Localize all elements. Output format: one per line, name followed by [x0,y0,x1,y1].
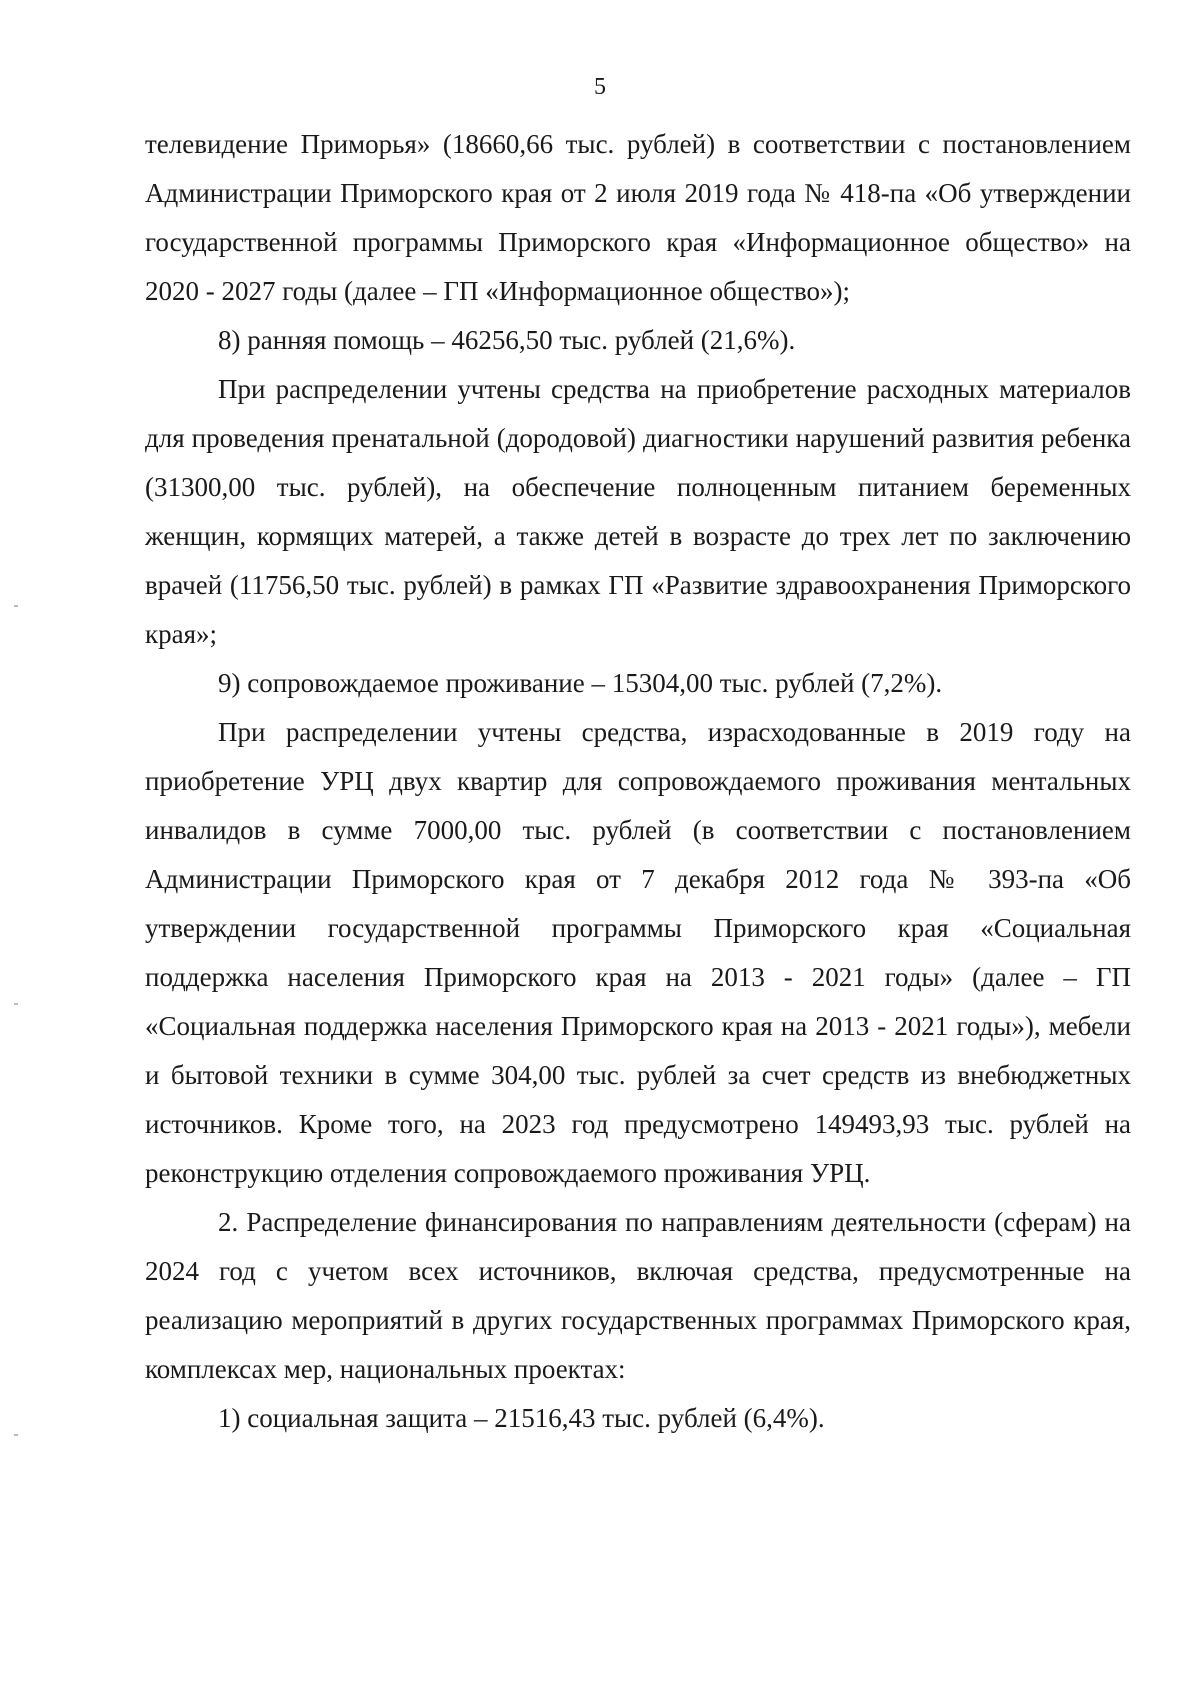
paragraph-continuation: телевидение Приморья» (18660,66 тыс. рублей) в соответствии с постановлением Администрации Приморского края от 2 июля 2019 года № 418-па «Об утверждении государственной программы Приморского края «Информационное общество» на 2020 - 2027 годы (далее – ГП «Информационное общество»); [145,129,1131,306]
paragraph-early-help-details: При распределении учтены средства на приобретение расходных материалов для проведения пренатальной (дородовой) диагностики нарушений развития ребенка (31300,00 тыс. рублей), на обеспечение полноценным питанием беременных женщин, кормящих матерей, а также детей в возрасте до трех лет по заключению врачей (11756,50 тыс. рублей) в рамках ГП «Развитие здравоохранения Приморского края»; [145,374,1131,649]
list-item-social-protection: 1) социальная защита – 21516,43 тыс. рублей (6,4%). [218,1403,825,1433]
page-number: 5 [594,74,606,100]
scan-margin-mark [14,1003,18,1005]
paragraph-section-2-intro: 2. Распределение финансирования по направлениям деятельности (сферам) на 2024 год с учетом всех источников, включая средства, предусмотренные на реализацию мероприятий в других государственных программах Приморского края, комплексах мер, национальных проектах: [145,1207,1131,1384]
scan-margin-mark [14,605,18,607]
list-item-early-help: 8) ранняя помощь – 46256,50 тыс. рублей (21,6%). [218,325,796,355]
document-body [145,120,1131,1443]
paragraph-supported-living-details: При распределении учтены средства, израсходованные в 2019 году на приобретение УРЦ двух квартир для сопровождаемого проживания ментальных инвалидов в сумме 7000,00 тыс. рублей (в соответствии с постановлением Администрации Приморского края от 7 декабря 2012 года № 393-па «Об утверждении государственной программы Приморского края «Социальная поддержка населения Приморского края на 2013 - 2021 годы» (далее – ГП «Социальная поддержка населения Приморского края на 2013 - 2021 годы»), мебели и бытовой техники в сумме 304,00 тыс. рублей за счет средств из внебюджетных источников. Кроме того, на 2023 год предусмотрено 149493,93 тыс. рублей на реконструкцию отделения сопровождаемого проживания УРЦ. [145,717,1131,1188]
list-item-supported-living: 9) сопровождаемое проживание – 15304,00 тыс. рублей (7,2%). [218,668,943,698]
scan-margin-mark [14,1434,18,1436]
